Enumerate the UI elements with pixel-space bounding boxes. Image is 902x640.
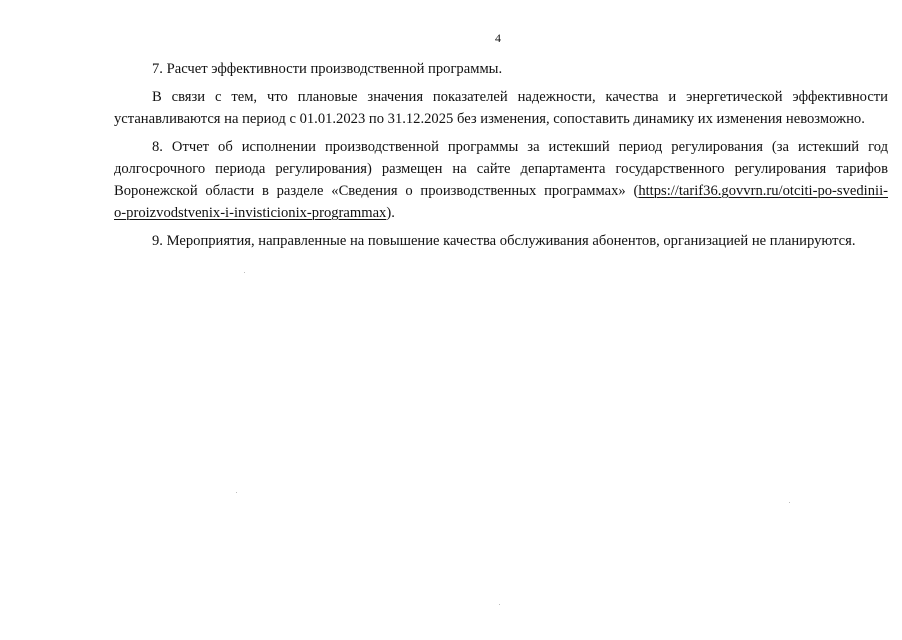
section-9-paragraph: 9. Мероприятия, направленные на повышение качества обслуживания абонентов, организацией не планируются.: [152, 233, 856, 249]
section-8-line-3: [114, 180, 888, 202]
section-8-line-4-suffix: ).: [386, 205, 395, 221]
scan-speck: [236, 492, 237, 493]
section-8-line-2: долгосрочного периода регулирования) размещен на сайте департамента государственного регулирования тарифов: [114, 161, 888, 177]
section-7-line-1: В связи с тем, что плановые значения показателей надежности, качества и энергетической эффективности: [152, 89, 888, 105]
section-8-paragraph: [114, 136, 888, 224]
section-8-line-4: [114, 202, 888, 224]
section-8-line-1: 8. Отчет об исполнении производственной программы за истекший период регулирования (за истекший год: [152, 139, 888, 155]
document-body: [114, 58, 888, 258]
section-7-paragraph: [114, 86, 888, 130]
scan-speck: [789, 502, 790, 503]
section-8-line-3-text: Воронежской области в разделе «Сведения о производственных программах» (: [114, 183, 639, 199]
page-number: 4: [495, 31, 501, 45]
section-7-line-2: устанавливаются на период с 01.01.2023 по 31.12.2025 без изменения, сопоставить динамику их изменения невозможно.: [114, 111, 865, 127]
scan-speck: [499, 604, 500, 605]
section-7-heading: 7. Расчет эффективности производственной программы.: [152, 61, 503, 77]
tariff-website-link-part-2[interactable]: o-proizvodstvenix-i-invisticionix-programmax: [114, 205, 387, 221]
scan-speck: [244, 272, 245, 273]
tariff-website-link-part-1[interactable]: https://tarif36.govvrn.ru/otciti-po-svedinii-: [638, 183, 888, 199]
